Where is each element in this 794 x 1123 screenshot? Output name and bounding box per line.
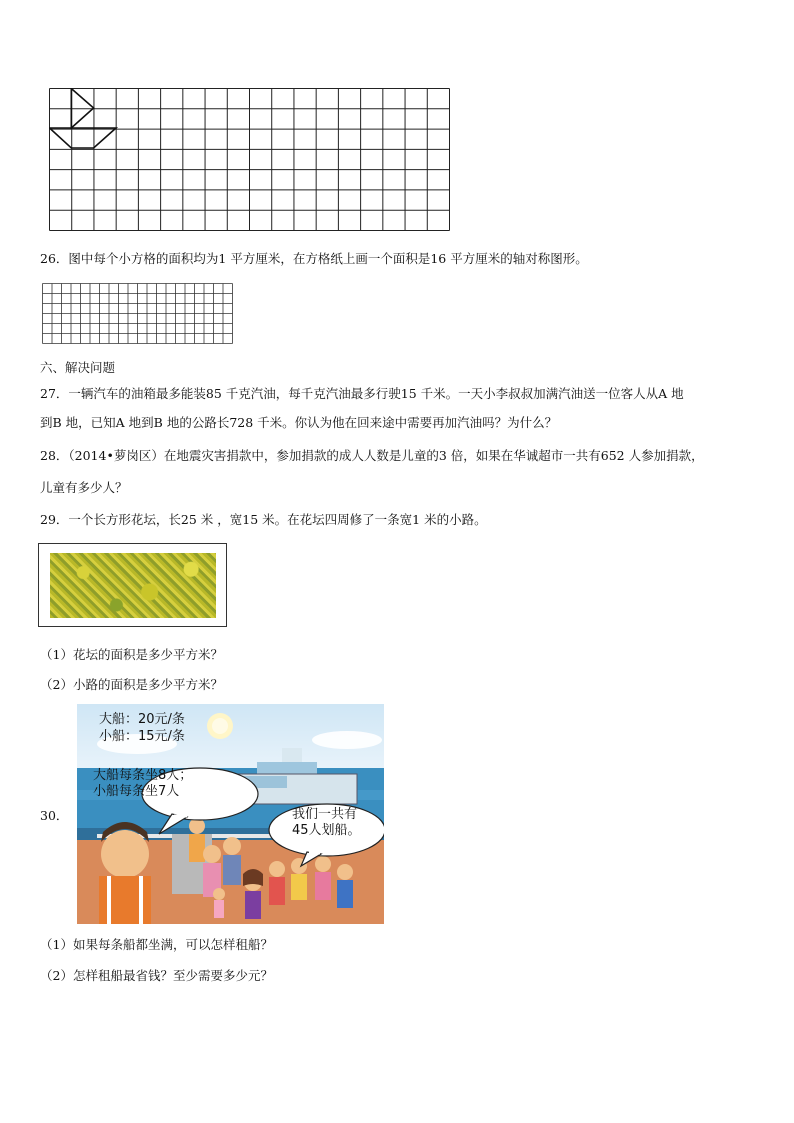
- bubble-total-line2: 45人划船。: [292, 823, 361, 838]
- flowerbed-image: [38, 543, 227, 627]
- question-30-sub1: （1）如果每条船都坐满，可以怎样租船？: [40, 937, 273, 952]
- question-27-line2: 到B 地，已知A 地到B 地的公路长728 千米。你认为他在回来途中需要再加汽油吗？为什么？: [40, 415, 558, 430]
- question-29-sub1: （1）花坛的面积是多少平方米？: [40, 647, 223, 662]
- question-27-line1: 27．一辆汽车的油箱最多能装85 千克汽油，每千克汽油最多行驶15 千米。一天小李叔叔加满汽油送一位客人从A 地: [40, 386, 684, 401]
- question-30-sub2: （2）怎样租船最省钱？至少需要多少元？: [40, 968, 273, 983]
- bubble-capacity-line2: 小船每条坐7人: [93, 784, 180, 799]
- flower-field-photo: [50, 553, 216, 618]
- small-boat-price: 小船：15元/条: [99, 729, 185, 744]
- square-grid-with-boat: [49, 88, 451, 232]
- big-boat-price: 大船：20元/条: [99, 712, 185, 727]
- question-28-line1: 28．（2014•萝岗区）在地震灾害捐款中，参加捐款的成人人数是儿童的3 倍，如果在华诚超市一共有652 人参加捐款，: [40, 448, 704, 463]
- boat-rental-illustration: [77, 704, 384, 924]
- grid-paper: [42, 283, 234, 345]
- question-26: 26．图中每个小方格的面积均为1 平方厘米，在方格纸上画一个面积是16 平方厘米的轴对称图形。: [40, 251, 588, 266]
- section-heading: 六、解决问题: [40, 360, 116, 375]
- bubble-capacity-line1: 大船每条坐8人；: [93, 768, 193, 783]
- boat-figure: [50, 89, 117, 149]
- question-30-number: 30．: [40, 808, 69, 823]
- question-28-line2: 儿童有多少人？: [40, 480, 128, 495]
- bubble-total-line1: 我们一共有: [292, 807, 358, 822]
- question-29-sub2: （2）小路的面积是多少平方米？: [40, 677, 223, 692]
- question-29: 29．一个长方形花坛，长25 米 ，宽15 米。在花坛四周修了一条宽1 米的小路。: [40, 512, 487, 527]
